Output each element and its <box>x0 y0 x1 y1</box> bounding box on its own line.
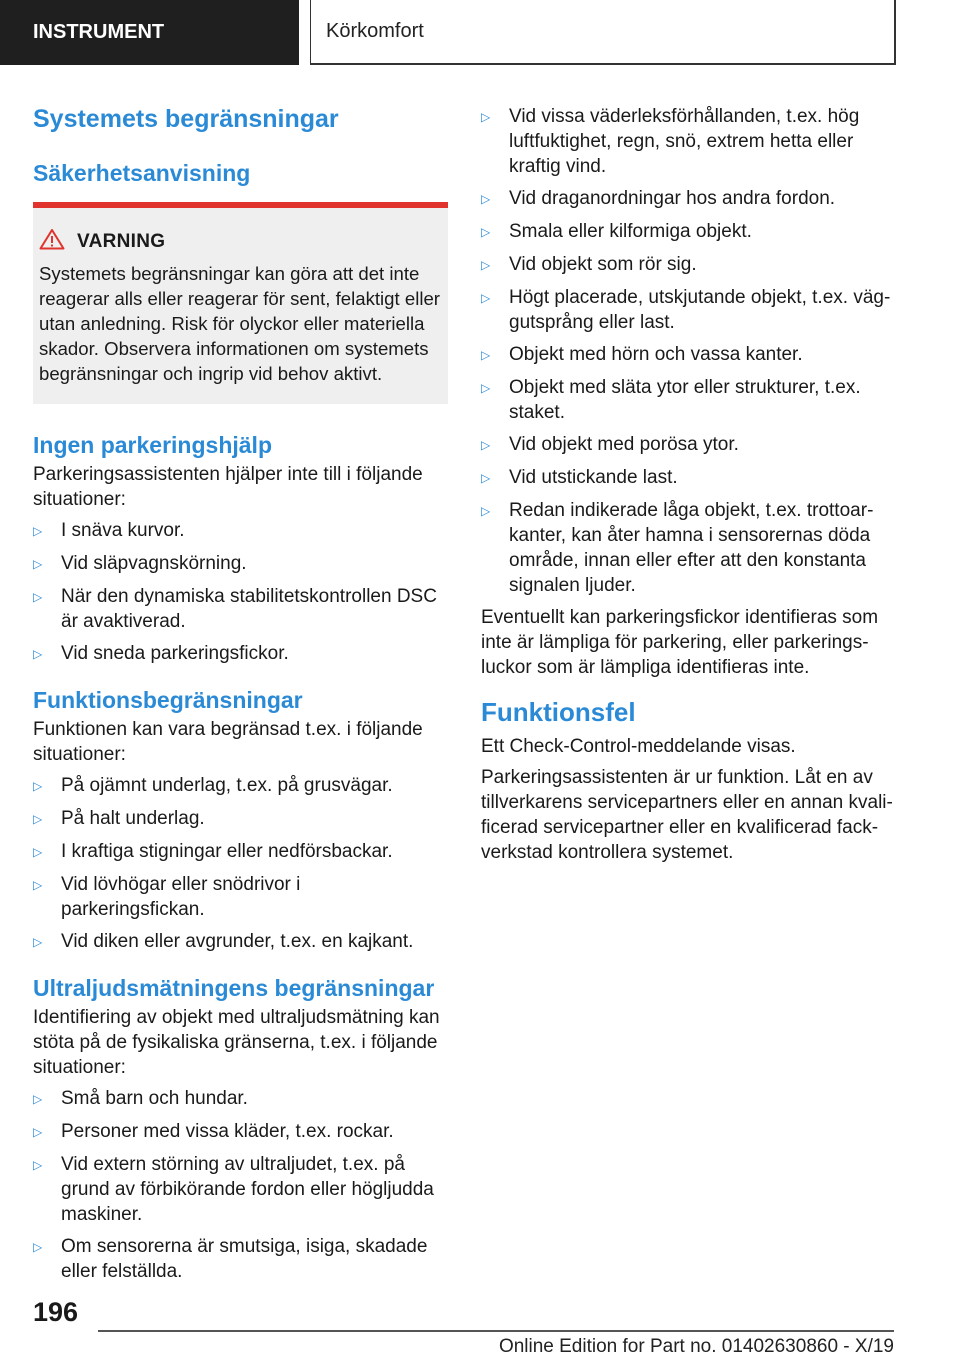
list-item: ▷ Vid lövhögar eller snödrivor i parkeringsfickan. <box>33 874 301 920</box>
list-item: ▷ Redan indikerade låga objekt, t.ex. trottoarkanter, kan åter hamna i sensorernas döda område, innan eller efter att den konstanta signalen ljuder. <box>481 500 874 596</box>
list-item: ▷ Vid släpvagnskörning. <box>33 551 448 577</box>
parking-list <box>33 518 448 667</box>
triangle-right-outline-icon: ▷ <box>33 812 43 826</box>
ultrasonic-intro: Identifiering av objekt med ultraljudsmätning kan stöta på de fysikaliska gränserna, t.ex. i följande situationer: <box>33 1007 440 1078</box>
malfunction-line-2: Parkeringsassistenten är ur funktion. Låt en av tillverkarens servicepartners eller en annan kvalificerad servicepartner eller en kvalificerad fackverkstad kontrollera systemet. <box>481 767 893 863</box>
list-item: ▷ Vid sneda parkeringsfickor. <box>33 641 448 667</box>
list-item: ▷ Högt placerade, utskjutande objekt, t.ex. väggutsprång eller last. <box>481 287 891 333</box>
list-item: ▷ I snäva kurvor. <box>33 518 448 544</box>
list-item: ▷ När den dynamiska stabilitetskontrollen DSC är avaktiverad. <box>33 586 437 632</box>
list-item: ▷ Vid objekt med porösa ytor. <box>481 432 893 458</box>
triangle-right-outline-icon: ▷ <box>481 438 491 452</box>
ultrasonic-list <box>33 1086 448 1284</box>
malfunction-line-1: Ett Check-Control-meddelande visas. <box>481 736 796 757</box>
triangle-right-outline-icon: ▷ <box>481 258 491 272</box>
header-topic-label: Körkomfort <box>326 20 424 42</box>
list-item: ▷ Vid objekt som rör sig. <box>481 252 893 278</box>
list-item: ▷ Smala eller kilformiga objekt. <box>481 219 893 245</box>
footer-edition: Online Edition for Part no. 01402630860 - X/19 <box>498 1336 894 1357</box>
safety-heading: Säkerhetsanvisning <box>33 160 251 186</box>
list-item: ▷ Vid utstickande last. <box>481 465 893 491</box>
function-limits-heading: Funktionsbegränsningar <box>33 687 303 713</box>
triangle-right-outline-icon: ▷ <box>481 348 491 362</box>
triangle-right-outline-icon: ▷ <box>481 471 491 485</box>
malfunction-heading: Funktionsfel <box>481 697 636 727</box>
list-item: ▷ På ojämnt underlag, t.ex. på grusvägar. <box>33 773 448 799</box>
triangle-right-outline-icon: ▷ <box>33 845 43 859</box>
list-item: ▷ Vid extern störning av ultraljudet, t.ex. på grund av förbikörande fordon eller högljudda maskiner. <box>33 1154 434 1225</box>
ultrasonic-list-continued <box>481 104 893 598</box>
list-item: ▷ Vid vissa väderleksförhållanden, t.ex. hög luftfuktighet, regn, snö, extrem hetta eller kraftig vind. <box>481 106 860 177</box>
header-section-tab <box>0 0 299 65</box>
triangle-right-outline-icon: ▷ <box>33 878 43 892</box>
left-column <box>33 98 448 1291</box>
list-item: ▷ Vid diken eller avgrunder, t.ex. en kajkant. <box>33 929 448 955</box>
function-limits-list <box>33 773 448 955</box>
list-item: ▷ Vid draganordningar hos andra fordon. <box>481 186 893 212</box>
footer-divider <box>98 1330 894 1332</box>
right-column <box>481 104 893 865</box>
ultrasonic-heading: Ultraljudsmätningens begränsningar <box>33 975 435 1001</box>
warning-triangle-icon <box>39 228 65 255</box>
warning-box <box>33 202 448 404</box>
triangle-right-outline-icon: ▷ <box>33 590 43 604</box>
function-limits-intro: Funktionen kan vara begränsad t.ex. i följande situationer: <box>33 719 423 765</box>
list-item: ▷ Objekt med hörn och vassa kanter. <box>481 342 893 368</box>
triangle-right-outline-icon: ▷ <box>33 524 43 538</box>
warning-title <box>39 228 442 255</box>
header-topic-tab <box>310 0 896 65</box>
parking-heading: Ingen parkeringshjälp <box>33 432 272 458</box>
triangle-right-outline-icon: ▷ <box>33 779 43 793</box>
triangle-right-outline-icon: ▷ <box>33 557 43 571</box>
list-item: ▷ På halt underlag. <box>33 806 448 832</box>
list-item: ▷ Personer med vissa kläder, t.ex. rockar. <box>33 1119 448 1145</box>
triangle-right-outline-icon: ▷ <box>481 110 491 124</box>
triangle-right-outline-icon: ▷ <box>481 225 491 239</box>
triangle-right-outline-icon: ▷ <box>33 1158 43 1172</box>
list-item: ▷ Objekt med släta ytor eller strukturer, t.ex. staket. <box>481 377 861 423</box>
closing-paragraph: Eventuellt kan parkeringsfickor identifieras som inte är lämpliga för parkering, eller parkeringsluckor som är lämpliga identifieras inte. <box>481 607 879 678</box>
header-section-label: INSTRUMENT <box>33 21 165 43</box>
list-item: ▷ I kraftiga stigningar eller nedförsbackar. <box>33 839 448 865</box>
list-item: ▷ Om sensorerna är smutsiga, isiga, skadade eller felställda. <box>33 1236 428 1282</box>
warning-text: Systemets begränsningar kan göra att det inte reagerar alls eller reagerar för sent, felaktigt eller utan anledning. Risk för olyckor eller materiella skador. Observera informationen om systemets begränsningar och ingrip vid behov aktivt. <box>39 263 440 384</box>
triangle-right-outline-icon: ▷ <box>481 192 491 206</box>
triangle-right-outline-icon: ▷ <box>33 1092 43 1106</box>
parking-intro: Parkeringsassistenten hjälper inte till i följande situationer: <box>33 464 423 510</box>
triangle-right-outline-icon: ▷ <box>33 935 43 949</box>
triangle-right-outline-icon: ▷ <box>481 381 491 395</box>
list-item: ▷ Små barn och hundar. <box>33 1086 448 1112</box>
triangle-right-outline-icon: ▷ <box>33 1240 43 1254</box>
triangle-right-outline-icon: ▷ <box>481 291 491 305</box>
page-title: Systemets begränsningar <box>33 105 339 133</box>
page-number: 196 <box>33 1297 79 1327</box>
warning-label: VARNING <box>77 230 166 252</box>
triangle-right-outline-icon: ▷ <box>481 504 491 518</box>
triangle-right-outline-icon: ▷ <box>33 647 43 661</box>
triangle-right-outline-icon: ▷ <box>33 1125 43 1139</box>
